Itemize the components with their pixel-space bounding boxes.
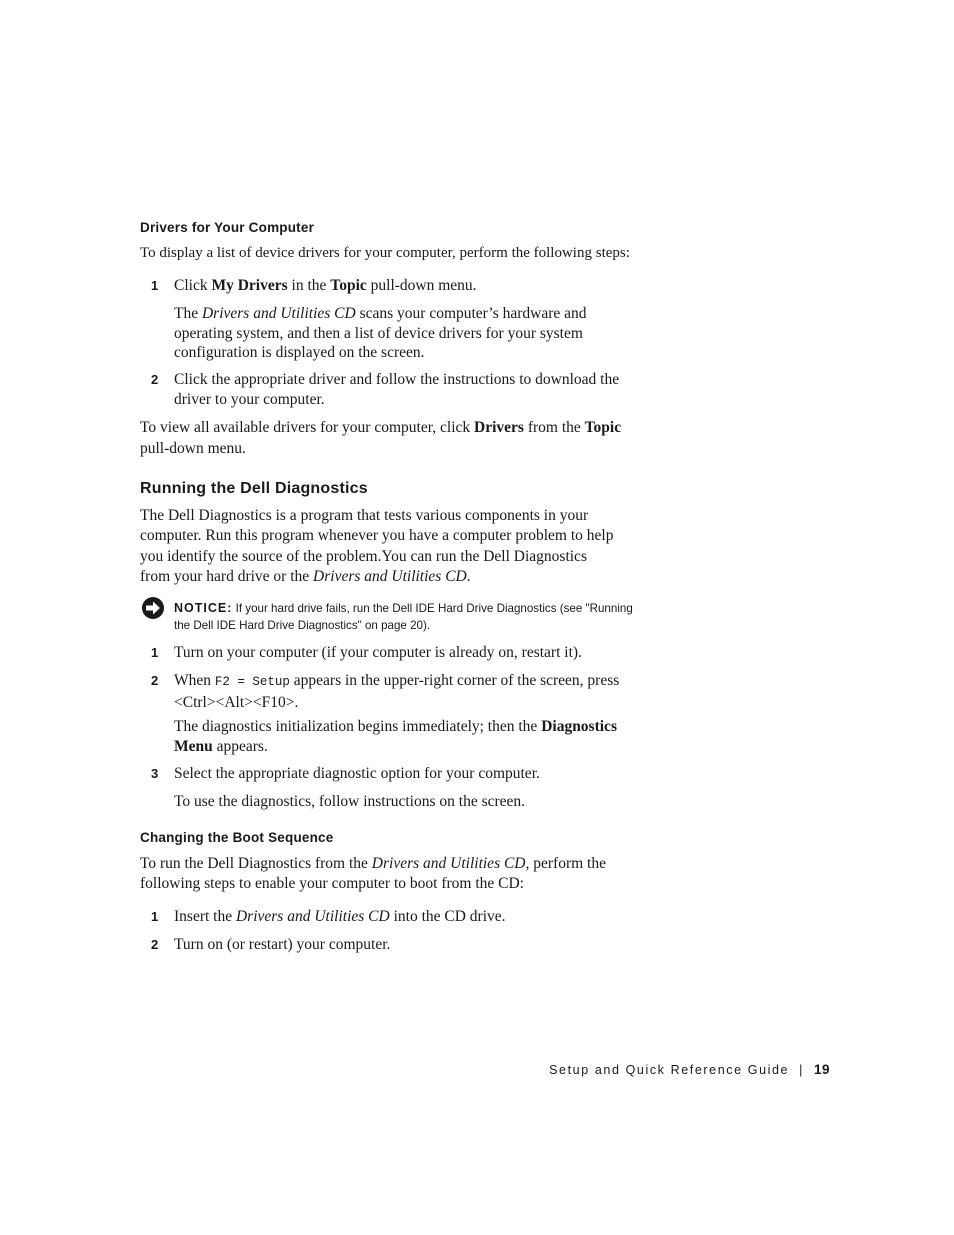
notice-text: NOTICE: If your hard drive fails, run the Dell IDE Hard Drive Diagnostics (see "Running the Dell IDE Hard Drive Diagnostics" on page 20). — [174, 601, 633, 632]
section-title-diagnostics: Running the Dell Diagnostics — [140, 480, 368, 497]
step-number: 2 — [151, 937, 159, 952]
page-footer — [549, 1062, 830, 1077]
boot-step-2: Turn on (or restart) your computer. — [174, 936, 391, 953]
step-number: 2 — [151, 372, 159, 387]
drivers-outro: To view all available drivers for your computer, click Drivers from the Topic pull-down menu. — [140, 419, 622, 457]
step-number: 1 — [151, 278, 159, 293]
step-number: 1 — [151, 645, 159, 660]
diagnostics-step-3: Select the appropriate diagnostic option for your computer. — [174, 765, 540, 782]
footer-guide-title: Setup and Quick Reference Guide — [549, 1063, 790, 1077]
footer-separator: | — [799, 1063, 804, 1077]
boot-intro: To run the Dell Diagnostics from the Drivers and Utilities CD, perform the following steps to enable your computer to boot from the CD: — [140, 855, 606, 892]
step-number: 1 — [151, 909, 159, 924]
step-number: 2 — [151, 673, 159, 688]
notice-arrow-icon — [141, 596, 165, 620]
setup-key-code: F2 = Setup — [214, 675, 290, 689]
diagnostics-step-3-detail: To use the diagnostics, follow instructions on the screen. — [174, 793, 526, 810]
boot-step-1: Insert the Drivers and Utilities CD into the CD drive. — [174, 908, 506, 925]
section-title-drivers: Drivers for Your Computer — [140, 220, 315, 235]
drivers-step-2: Click the appropriate driver and follow the instructions to download the driver to your computer. — [174, 371, 620, 408]
drivers-step-1-detail: The Drivers and Utilities CD scans your computer’s hardware and operating system, and then a list of device drivers for your system configuration is displayed on the screen. — [174, 305, 587, 361]
diagnostics-step-2-detail: The diagnostics initialization begins immediately; then the Diagnostics Menu appears. — [174, 718, 617, 755]
diagnostics-intro: The Dell Diagnostics is a program that tests various components in your computer. Run this program whenever you have a computer problem to help you identify the source of the problem.You can run the Dell Diagnostics from your hard drive or the Drivers and Utilities CD. — [140, 507, 614, 585]
drivers-step-1: Click My Drivers in the Topic pull-down menu. — [174, 277, 477, 294]
diagnostics-step-1: Turn on your computer (if your computer is already on, restart it). — [174, 644, 582, 661]
page-number: 19 — [813, 1062, 830, 1077]
step-number: 3 — [151, 766, 159, 781]
drivers-intro: To display a list of device drivers for your computer, perform the following steps: — [140, 245, 630, 261]
section-title-boot-sequence: Changing the Boot Sequence — [140, 830, 334, 845]
diagnostics-step-2: When F2 = Setup appears in the upper-right corner of the screen, press <Ctrl><Alt><F10>. — [174, 672, 620, 711]
